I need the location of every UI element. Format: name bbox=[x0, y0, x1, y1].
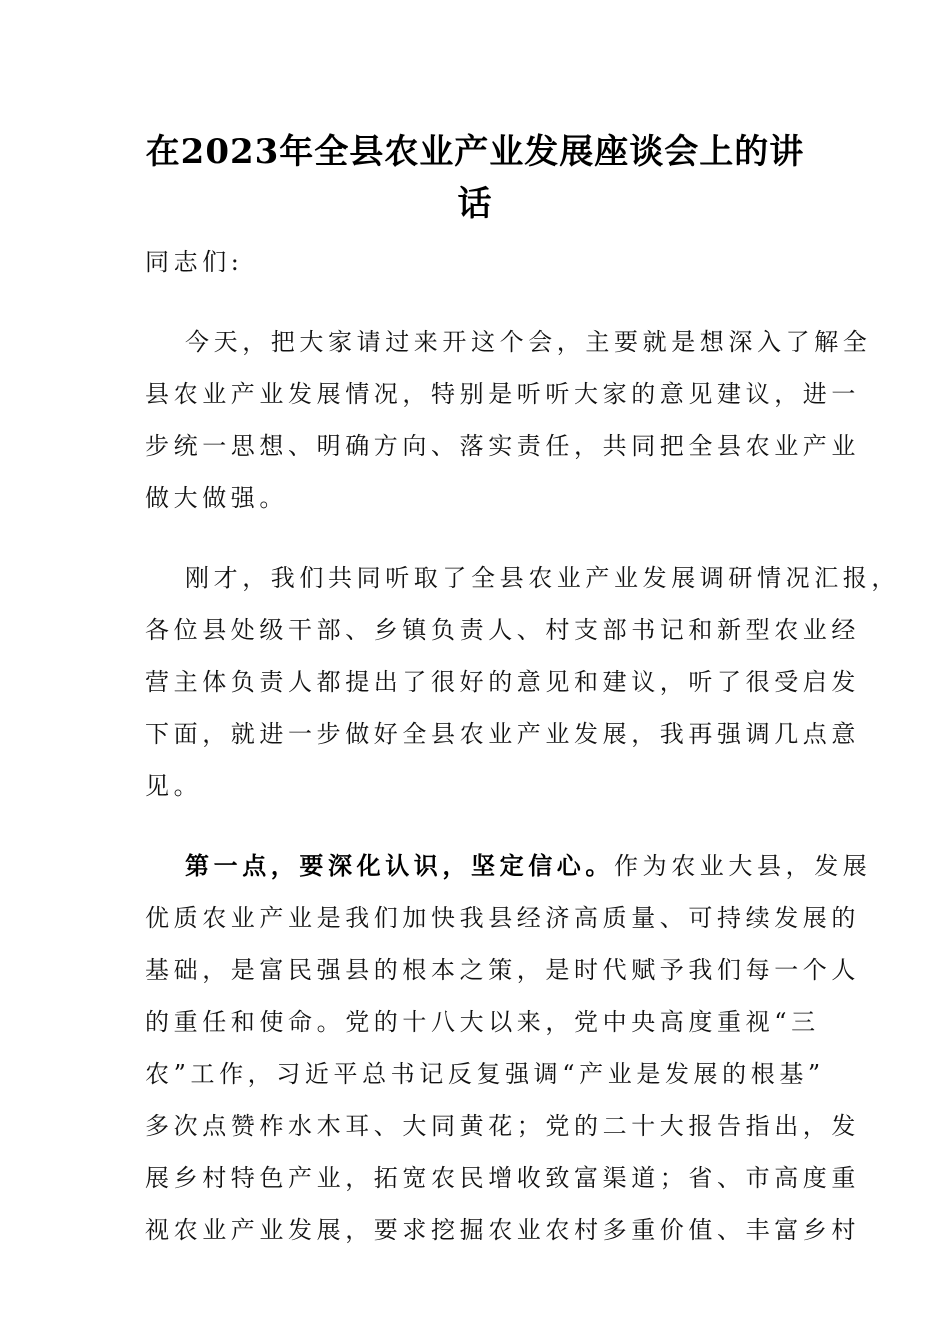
paragraph-line: 刚才，我们共同听取了全县农业产业发展调研情况汇报， bbox=[185, 564, 900, 592]
paragraph-line: 营主体负责人都提出了很好的意见和建议，听了很受启发 bbox=[145, 668, 860, 696]
paragraph-lead-line bbox=[145, 840, 872, 892]
paragraph-line: 见。 bbox=[145, 772, 203, 800]
paragraph-line: 步统一思想、明确方向、落实责任，共同把全县农业产业 bbox=[145, 432, 860, 460]
paragraph-line: 基础，是富民强县的根本之策，是时代赋予我们每一个人 bbox=[145, 956, 860, 984]
paragraph-1 bbox=[145, 316, 872, 524]
paragraph-lead-rest: 作为农业大县，发展 bbox=[614, 852, 872, 880]
title-line-1: 在2023年全县农业产业发展座谈会上的讲 bbox=[145, 132, 805, 172]
paragraph-3 bbox=[145, 840, 872, 1256]
paragraph-2 bbox=[145, 552, 900, 812]
paragraph-line: 农”工作，习近平总书记反复强调“产业是发展的根基” bbox=[145, 1060, 825, 1088]
paragraph-line: 的重任和使命。党的十八大以来，党中央高度重视“三 bbox=[145, 1008, 820, 1036]
paragraph-line: 视农业产业发展，要求挖掘农业农村多重价值、丰富乡村 bbox=[145, 1216, 860, 1244]
salutation: 同志们: bbox=[145, 248, 244, 276]
title-line-2: 话 bbox=[457, 184, 493, 224]
paragraph-line: 各位县处级干部、乡镇负责人、村支部书记和新型农业经 bbox=[145, 616, 860, 644]
document-title bbox=[130, 126, 820, 230]
paragraph-line: 多次点赞柞水木耳、大同黄花；党的二十大报告指出，发 bbox=[145, 1112, 860, 1140]
paragraph-line: 县农业产业发展情况，特别是听听大家的意见建议，进一 bbox=[145, 380, 860, 408]
paragraph-line: 优质农业产业是我们加快我县经济高质量、可持续发展的 bbox=[145, 904, 860, 932]
paragraph-line: 做大做强。 bbox=[145, 484, 288, 512]
paragraph-line: 今天，把大家请过来开这个会，主要就是想深入了解全 bbox=[185, 328, 872, 356]
paragraph-line: 下面，就进一步做好全县农业产业发展，我再强调几点意 bbox=[145, 720, 860, 748]
paragraph-line: 展乡村特色产业，拓宽农民增收致富渠道；省、市高度重 bbox=[145, 1164, 860, 1192]
section-heading: 第一点，要深化认识，坚定信心。 bbox=[185, 851, 614, 880]
speech-body bbox=[145, 236, 900, 1256]
